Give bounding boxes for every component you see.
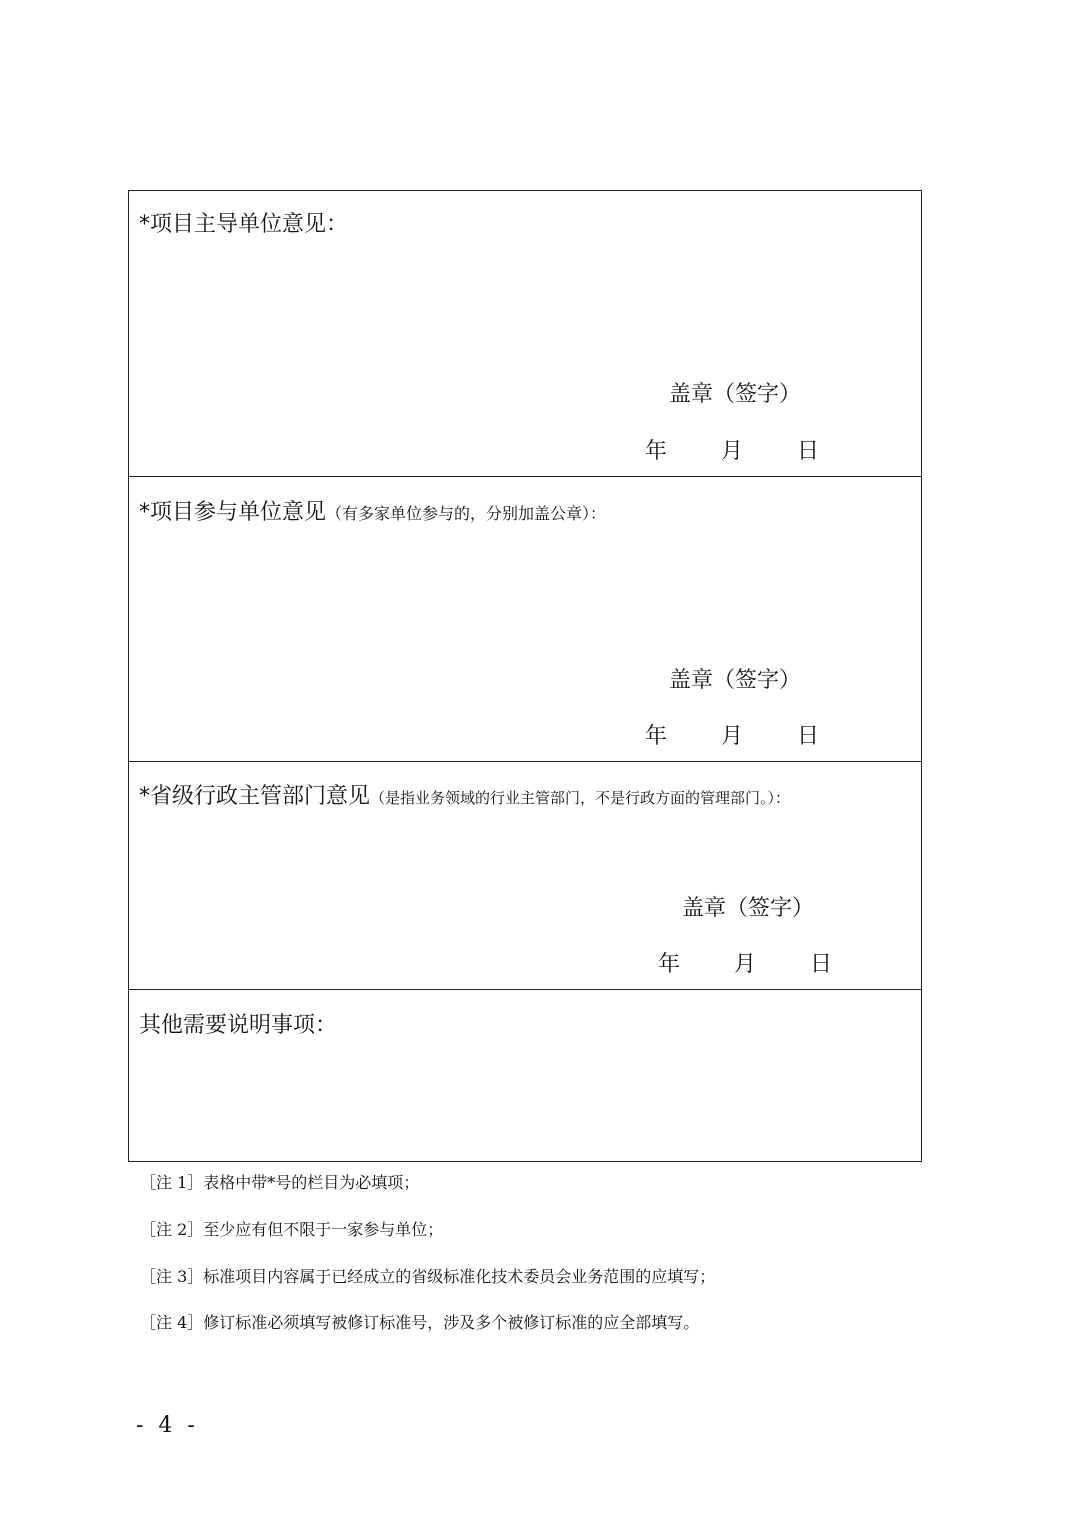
- provincial-authority-opinion-title: [139, 779, 790, 810]
- footnote-4: ［注 4］修订标准必须填写被修订标准号，涉及多个被修订标准的应全部填写。: [140, 1313, 700, 1332]
- stamp-signature-label: 盖章（签字）: [669, 382, 802, 407]
- section-title-text: *项目参与单位意见: [139, 500, 327, 525]
- stamp-signature-label: 盖章（签字）: [669, 668, 802, 693]
- month-label: 月: [721, 439, 744, 464]
- section-title-note: （是指业务领域的行业主管部门，不是行政方面的管理部门。）：: [370, 789, 791, 807]
- year-label: 年: [645, 439, 668, 464]
- other-matters-section: [129, 990, 921, 1161]
- year-label: 年: [658, 952, 681, 977]
- footnote-2: ［注 2］至少应有但不限于一家参与单位；: [140, 1220, 444, 1239]
- footnote-1: ［注 1］表格中带*号的栏目为必填项；: [140, 1173, 420, 1192]
- participant-unit-opinion-title: [139, 495, 606, 526]
- opinion-form-table: [128, 190, 922, 1162]
- page-number: - 4 -: [136, 1413, 199, 1438]
- section-title-text: 其他需要说明事项：: [139, 1013, 338, 1038]
- month-label: 月: [721, 724, 744, 749]
- year-label: 年: [645, 724, 668, 749]
- provincial-authority-opinion-section: [129, 762, 921, 990]
- footnote-3: ［注 3］标准项目内容属于已经成立的省级标准化技术委员会业务范围的应填写；: [140, 1267, 716, 1286]
- participant-unit-opinion-section: [129, 477, 921, 762]
- stamp-signature-label: 盖章（签字）: [682, 896, 815, 921]
- section-title-note: （有多家单位参与的，分别加盖公章）：: [326, 504, 607, 523]
- other-matters-title: [139, 1008, 337, 1039]
- day-label: 日: [797, 724, 820, 749]
- lead-unit-opinion-title: [139, 207, 348, 238]
- day-label: 日: [797, 439, 820, 464]
- lead-unit-opinion-section: [129, 191, 921, 477]
- section-title-text: *省级行政主管部门意见: [139, 784, 371, 809]
- day-label: 日: [810, 952, 833, 977]
- section-title-text: *项目主导单位意见：: [139, 212, 349, 237]
- month-label: 月: [734, 952, 757, 977]
